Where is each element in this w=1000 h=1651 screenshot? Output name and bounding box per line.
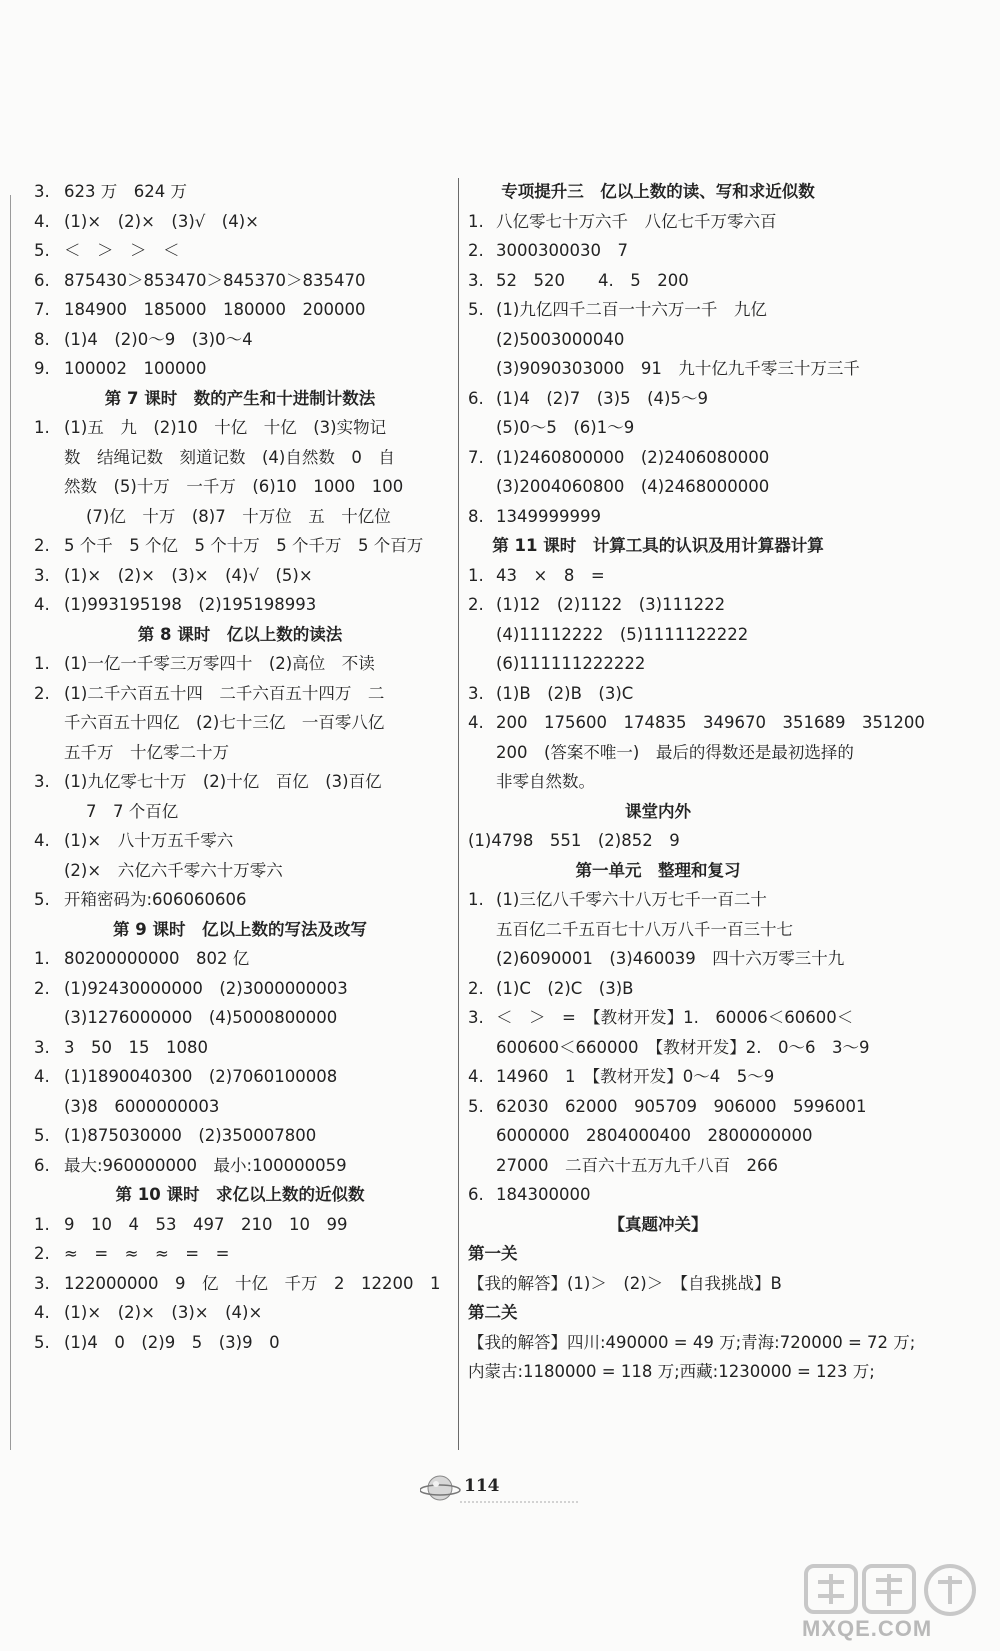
item-number: 3.: [34, 182, 50, 201]
answer-text: (7)亿 十万 (8)7 十万位 五 十亿位: [86, 507, 391, 526]
item-number: 6.: [34, 1156, 50, 1175]
answer-text: (1)993195198 (2)195198993: [64, 595, 317, 614]
item-number: 2.: [34, 1244, 50, 1263]
answer-text: 600600＜660000 【教材开发】2. 0～6 3～9: [496, 1038, 870, 1057]
answer-text: 然数 (5)十万 一千万 (6)10 1000 100: [64, 477, 404, 496]
answer-text: 200 175600 174835 349670 351689 351200: [496, 713, 925, 732]
item-number: 1.: [468, 566, 484, 585]
answer-text: 3000300030 7: [496, 241, 628, 260]
answer-text: 数 结绳记数 刻道记数 (4)自然数 0 自: [64, 448, 395, 467]
item-number: 4.: [34, 831, 50, 850]
item-number: 2.: [34, 979, 50, 998]
answer-text: (1)1890040300 (2)7060100008: [64, 1067, 338, 1086]
answer-text: 【我的解答】四川:490000 = 49 万;青海:720000 = 72 万;: [468, 1333, 916, 1352]
answer-text: (1)五 九 (2)10 十亿 十亿 (3)实物记: [64, 418, 387, 437]
answer-text: (1)× (2)× (3)× (4)×: [64, 1303, 263, 1322]
answer-text: (6)111111222222: [496, 654, 646, 673]
answer-text: (1)4 (2)7 (3)5 (4)5～9: [496, 389, 708, 408]
item-number: 8.: [468, 507, 484, 526]
answer-text: 第二关: [468, 1303, 518, 1322]
item-number: 1.: [34, 654, 50, 673]
page-footer: [420, 1470, 580, 1510]
answer-text: 122000000 9 亿 十亿 千万 2 12200 1: [64, 1274, 441, 1293]
item-number: 5.: [34, 241, 50, 260]
item-number: 4.: [468, 713, 484, 732]
answer-text: 千六百五十四亿 (2)七十三亿 一百零八亿: [64, 713, 385, 732]
section-heading: 【真题冲关】: [608, 1215, 708, 1234]
answer-text: (1)2460800000 (2)2406080000: [496, 448, 770, 467]
answer-text: 非零自然数。: [496, 772, 595, 791]
answer-text: 9 10 4 53 497 210 10 99: [64, 1215, 348, 1234]
answer-text: 5 个千 5 个亿 5 个十万 5 个千万 5 个百万: [64, 536, 424, 555]
answer-text: 最大:960000000 最小:100000059: [64, 1156, 347, 1175]
item-number: 6.: [468, 1185, 484, 1204]
answer-text: 五千万 十亿零二十万: [64, 743, 229, 762]
answer-text: 14960 1 【教材开发】0～4 5～9: [496, 1067, 775, 1086]
answer-text: 内蒙古:1180000 = 118 万;西藏:1230000 = 123 万;: [468, 1362, 875, 1381]
item-number: 4.: [34, 1067, 50, 1086]
answer-text: (1)九亿四千二百一十六万一千 九亿: [496, 300, 767, 319]
answer-text: (1)× (2)× (3)× (4)√ (5)×: [64, 566, 313, 585]
watermark-logo-icon: [800, 1560, 990, 1620]
answer-text: (1)九亿零七十万 (2)十亿 百亿 (3)百亿: [64, 772, 382, 791]
answer-text: (1)一亿一千零三万零四十 (2)高位 不读: [64, 654, 375, 673]
answer-text: (3)8 6000000003: [64, 1097, 220, 1116]
answer-text: 1349999999: [496, 507, 601, 526]
answer-text: 43 × 8 =: [496, 566, 605, 585]
answer-text: (1)B (2)B (3)C: [496, 684, 634, 703]
item-number: 9.: [34, 359, 50, 378]
item-number: 4.: [34, 212, 50, 231]
answer-text: (4)11112222 (5)1111122222: [496, 625, 749, 644]
answer-text: (1)三亿八千零六十八万七千一百二十: [496, 890, 767, 909]
answer-text: 7 7 个百亿: [86, 802, 179, 821]
item-number: 2.: [34, 684, 50, 703]
answer-text: (3)9090303000 91 九十亿九千零三十万三千: [496, 359, 860, 378]
item-number: 3.: [34, 1038, 50, 1057]
item-number: 3.: [34, 1274, 50, 1293]
answer-text: (1)4 0 (2)9 5 (3)9 0: [64, 1333, 280, 1352]
item-number: 1.: [34, 418, 50, 437]
item-number: 4.: [34, 1303, 50, 1322]
answer-text: (3)2004060800 (4)2468000000: [496, 477, 770, 496]
answer-text: 52 520 4. 5 200: [496, 271, 689, 290]
answer-text: 875430＞853470＞845370＞835470: [64, 271, 366, 290]
answer-text: 62030 62000 905709 906000 5996001: [496, 1097, 867, 1116]
section-heading: 第 8 课时 亿以上数的读法: [137, 625, 343, 644]
answer-text: 开箱密码为:606060606: [64, 890, 247, 909]
item-number: 1.: [468, 212, 484, 231]
answer-text: (1)× 八十万五千零六: [64, 831, 234, 850]
item-number: 4.: [468, 1067, 484, 1086]
answer-text: 五百亿二千五百七十八万八千一百三十七: [496, 920, 793, 939]
item-number: 2.: [468, 595, 484, 614]
answer-text: ≈ = ≈ ≈ = =: [64, 1244, 230, 1263]
answer-text: (3)1276000000 (4)5000800000: [64, 1008, 338, 1027]
item-number: 3.: [468, 1008, 484, 1027]
item-number: 3.: [468, 271, 484, 290]
item-number: 1.: [468, 890, 484, 909]
item-number: 2.: [468, 979, 484, 998]
item-number: 5.: [468, 1097, 484, 1116]
section-heading: 第 9 课时 亿以上数的写法及改写: [113, 920, 367, 939]
item-number: 7.: [34, 300, 50, 319]
left-margin-rule: [10, 195, 11, 1450]
item-number: 8.: [34, 330, 50, 349]
answer-text: (5)0～5 (6)1～9: [496, 418, 635, 437]
watermark-logo: [800, 1560, 990, 1645]
answer-text: 第一关: [468, 1244, 518, 1263]
answer-text: (2)× 六亿六千零六十万零六: [64, 861, 283, 880]
item-number: 5.: [34, 890, 50, 909]
answer-text: (1)875030000 (2)350007800: [64, 1126, 317, 1145]
section-heading: 第 11 课时 计算工具的认识及用计算器计算: [492, 536, 824, 555]
answer-text: 3 50 15 1080: [64, 1038, 208, 1057]
answer-text: (1)4 (2)0～9 (3)0～4: [64, 330, 253, 349]
item-number: 6.: [34, 271, 50, 290]
answer-text: (2)6090001 (3)460039 四十六万零三十九: [496, 949, 845, 968]
page-number: 114: [464, 1476, 500, 1496]
item-number: 6.: [468, 389, 484, 408]
answer-text: ＜ ＞ = 【教材开发】1. 60006＜60600＜: [496, 1008, 854, 1027]
answer-text: 184900 185000 180000 200000: [64, 300, 366, 319]
answer-text: 27000 二百六十五万九千八百 266: [496, 1156, 778, 1175]
section-heading: 课堂内外: [625, 802, 691, 821]
item-number: 5.: [34, 1126, 50, 1145]
item-number: 5.: [34, 1333, 50, 1352]
answer-text: 100002 100000: [64, 359, 207, 378]
item-number: 3.: [468, 684, 484, 703]
answer-text: 623 万 624 万: [64, 182, 187, 201]
answer-text: 80200000000 802 亿: [64, 949, 250, 968]
section-heading: 专项提升三 亿以上数的读、写和求近似数: [501, 182, 815, 201]
answer-text: 200 (答案不唯一) 最后的得数还是最初选择的: [496, 743, 854, 762]
item-number: 3.: [34, 772, 50, 791]
watermark-text: MXQE.COM: [802, 1616, 933, 1641]
answer-text: (1)× (2)× (3)√ (4)×: [64, 212, 259, 231]
answer-text: 6000000 2804000400 2800000000: [496, 1126, 813, 1145]
item-number: 2.: [34, 536, 50, 555]
section-heading: 第一单元 整理和复习: [575, 861, 741, 880]
answer-text: (2)5003000040: [496, 330, 625, 349]
answer-text: (1)12 (2)1122 (3)111222: [496, 595, 726, 614]
answer-text: 八亿零七十万六千 八亿七千万零六百: [496, 212, 777, 231]
answer-text: ＜ ＞ ＞ ＜: [64, 241, 180, 260]
answer-text: (1)二千六百五十四 二千六百五十四万 二: [64, 684, 385, 703]
item-number: 7.: [468, 448, 484, 467]
item-number: 5.: [468, 300, 484, 319]
answer-text: 【我的解答】(1)＞ (2)＞ 【自我挑战】B: [468, 1274, 782, 1293]
answer-text: 184300000: [496, 1185, 591, 1204]
item-number: 1.: [34, 949, 50, 968]
item-number: 2.: [468, 241, 484, 260]
column-divider: [458, 178, 459, 1450]
item-number: 4.: [34, 595, 50, 614]
section-heading: 第 7 课时 数的产生和十进制计数法: [104, 389, 376, 408]
item-number: 1.: [34, 1215, 50, 1234]
item-number: 3.: [34, 566, 50, 585]
section-heading: 第 10 课时 求亿以上数的近似数: [115, 1185, 365, 1204]
answer-text: (1)4798 551 (2)852 9: [468, 831, 680, 850]
answer-text: (1)92430000000 (2)3000000003: [64, 979, 348, 998]
planet-icon: [420, 1470, 580, 1510]
answer-text: (1)C (2)C (3)B: [496, 979, 634, 998]
